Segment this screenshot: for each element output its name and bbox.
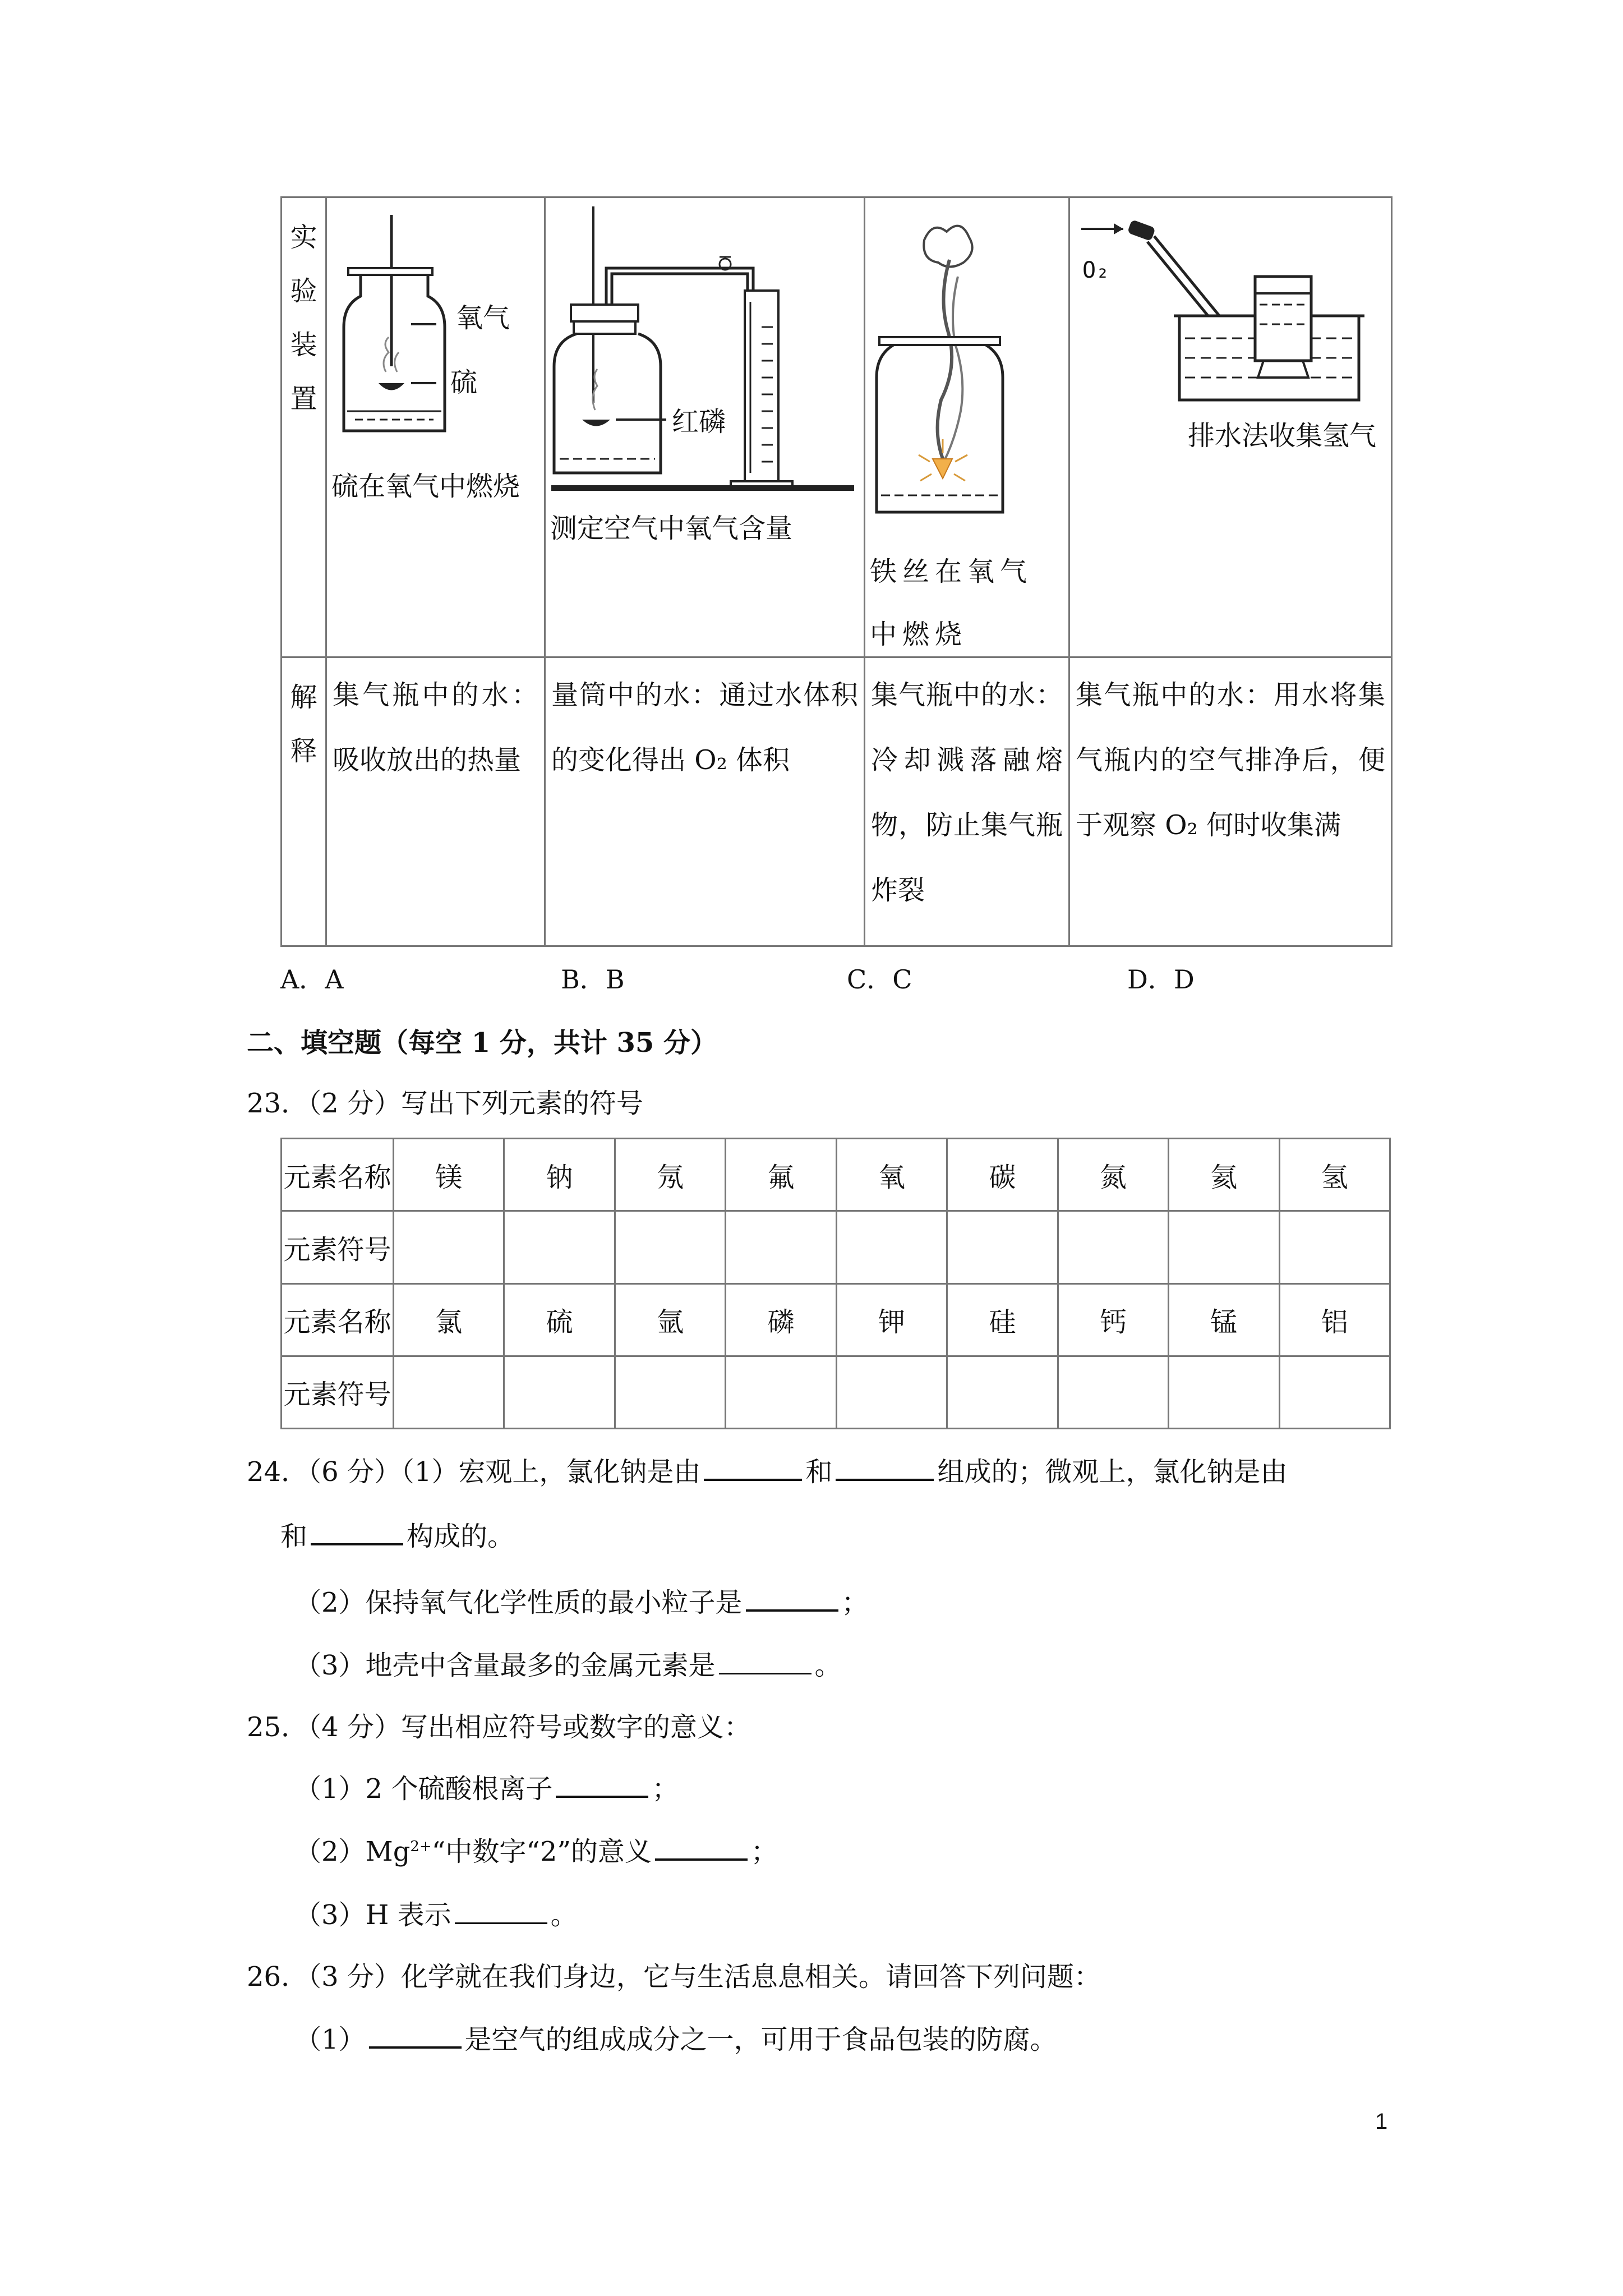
- symbol-answer-cell[interactable]: [1058, 1211, 1168, 1283]
- row-label-name: 元素名称: [282, 1139, 394, 1211]
- row-header-apparatus: 实 验 装 置: [282, 197, 326, 657]
- symbol-answer-cell[interactable]: [394, 1211, 504, 1283]
- explanation-a: 集气瓶中的水：吸收放出的热量: [326, 657, 545, 946]
- experiment-table: [280, 196, 1393, 947]
- explanation-b: 量筒中的水：通过水体积的变化得出 O₂ 体积: [545, 657, 865, 946]
- page-number: 1: [1375, 2109, 1388, 2134]
- q25-stem: 25．（4 分）写出相应符号或数字的意义：: [247, 1711, 751, 1743]
- option-b[interactable]: B．B: [561, 964, 625, 995]
- symbol-answer-cell[interactable]: [504, 1356, 615, 1428]
- answer-blank[interactable]: [704, 1454, 802, 1481]
- symbol-answer-cell[interactable]: [726, 1356, 836, 1428]
- q24-line4: （3）地壳中含量最多的金属元素是 。: [294, 1644, 842, 1682]
- answer-blank[interactable]: [836, 1454, 934, 1481]
- answer-blank[interactable]: [311, 1519, 403, 1545]
- symbol-answer-cell[interactable]: [1279, 1211, 1390, 1283]
- label-oxygen: 氧气: [456, 302, 510, 334]
- iron-wire-burning-diagram: [865, 198, 1070, 535]
- answer-blank[interactable]: [719, 1648, 811, 1674]
- symbol-answer-cell[interactable]: [726, 1211, 836, 1283]
- q26-line1: （1） 是空气的组成成分之一，可用于食品包装的防腐。: [294, 2018, 1057, 2056]
- answer-blank[interactable]: [455, 1898, 547, 1924]
- row-label-name: 元素名称: [282, 1283, 394, 1356]
- symbol-answer-cell[interactable]: [947, 1356, 1058, 1428]
- element-name: 磷: [726, 1283, 836, 1356]
- element-name: 镁: [394, 1139, 504, 1211]
- element-name: 氯: [394, 1283, 504, 1356]
- element-name: 硫: [504, 1283, 615, 1356]
- explanation-d: 集气瓶中的水：用水将集气瓶内的空气排净后，便于观察 O₂ 何时收集满: [1069, 657, 1392, 946]
- label-red-phosphorus: 红磷: [672, 406, 726, 438]
- element-name: 氮: [1058, 1139, 1168, 1211]
- symbol-answer-cell[interactable]: [1058, 1356, 1168, 1428]
- q25-line1: （1）2 个硫酸根离子 ；: [294, 1767, 679, 1806]
- row-label-symbol: 元素符号: [282, 1211, 394, 1283]
- q24-line3: （2）保持氧气化学性质的最小粒子是 ；: [294, 1581, 869, 1619]
- symbol-answer-cell[interactable]: [947, 1211, 1058, 1283]
- option-a[interactable]: A．A: [280, 964, 344, 995]
- water-displacement-diagram: [1070, 198, 1393, 434]
- element-name: 钾: [836, 1283, 947, 1356]
- answer-blank[interactable]: [655, 1834, 748, 1861]
- row-label-symbol: 元素符号: [282, 1356, 394, 1428]
- symbol-answer-cell[interactable]: [836, 1356, 947, 1428]
- symbol-answer-cell[interactable]: [615, 1356, 725, 1428]
- element-name: 氩: [615, 1283, 725, 1356]
- element-name: 氦: [1169, 1139, 1279, 1211]
- symbol-answer-cell[interactable]: [1169, 1211, 1279, 1283]
- caption-iron-wire: 铁丝在氧气中燃烧: [870, 556, 1033, 650]
- sulfur-burning-diagram: [327, 198, 546, 478]
- symbol-answer-cell[interactable]: [836, 1211, 947, 1283]
- option-d[interactable]: D．D: [1127, 964, 1195, 995]
- answer-blank[interactable]: [369, 2022, 462, 2049]
- element-name: 锰: [1169, 1283, 1279, 1356]
- apparatus-cell-a: [326, 197, 545, 657]
- explanation-c: 集气瓶中的水：冷却溅落融熔物，防止集气瓶炸裂: [865, 657, 1069, 946]
- section-title: 二、填空题（每空 1 分，共计 35 分）: [247, 1027, 718, 1059]
- element-name: 碳: [947, 1139, 1058, 1211]
- symbol-answer-cell[interactable]: [394, 1356, 504, 1428]
- apparatus-cell-d: [1069, 197, 1392, 657]
- q26-stem: 26．（3 分）化学就在我们身边，它与生活息息相关。请回答下列问题：: [247, 1961, 1101, 1993]
- q24-line1: 24．（6 分）（1）宏观上，氯化钠是由 和 组成的；微观上，氯化钠是由: [247, 1450, 1287, 1489]
- element-name: 硅: [947, 1283, 1058, 1356]
- symbol-answer-cell[interactable]: [615, 1211, 725, 1283]
- label-sulfur: 硫: [450, 367, 478, 398]
- q24-line2: 和 构成的。: [280, 1515, 514, 1553]
- row-header-explanation: 解 释: [282, 657, 326, 946]
- element-name: 氟: [726, 1139, 836, 1211]
- q25-line3: （3）H 表示 。: [294, 1893, 578, 1932]
- caption-sulfur-burning: 硫在氧气中燃烧: [331, 471, 520, 502]
- symbol-answer-cell[interactable]: [1279, 1356, 1390, 1428]
- caption-water-displacement: 排水法收集氢气: [1188, 420, 1377, 452]
- element-name: 钠: [504, 1139, 615, 1211]
- apparatus-cell-b: [545, 197, 865, 657]
- element-name: 氧: [836, 1139, 947, 1211]
- answer-blank[interactable]: [556, 1771, 648, 1798]
- oxygen-content-diagram: [546, 198, 865, 501]
- label-o2: O₂: [1082, 257, 1110, 283]
- element-symbol-table: [280, 1138, 1391, 1429]
- apparatus-cell-c: [865, 197, 1069, 657]
- symbol-answer-cell[interactable]: [504, 1211, 615, 1283]
- element-name: 铝: [1279, 1283, 1390, 1356]
- symbol-answer-cell[interactable]: [1169, 1356, 1279, 1428]
- element-name: 氖: [615, 1139, 725, 1211]
- element-name: 钙: [1058, 1283, 1168, 1356]
- caption-oxygen-content: 测定空气中氧气含量: [550, 513, 793, 544]
- option-c[interactable]: C．C: [847, 964, 912, 995]
- q23-stem: 23．（2 分）写出下列元素的符号: [247, 1088, 643, 1119]
- answer-blank[interactable]: [746, 1585, 838, 1612]
- q25-line2: $(2)Mg^{2+}“$中数字“2”的意义 ；: [294, 1830, 778, 1869]
- element-name: 氢: [1279, 1139, 1390, 1211]
